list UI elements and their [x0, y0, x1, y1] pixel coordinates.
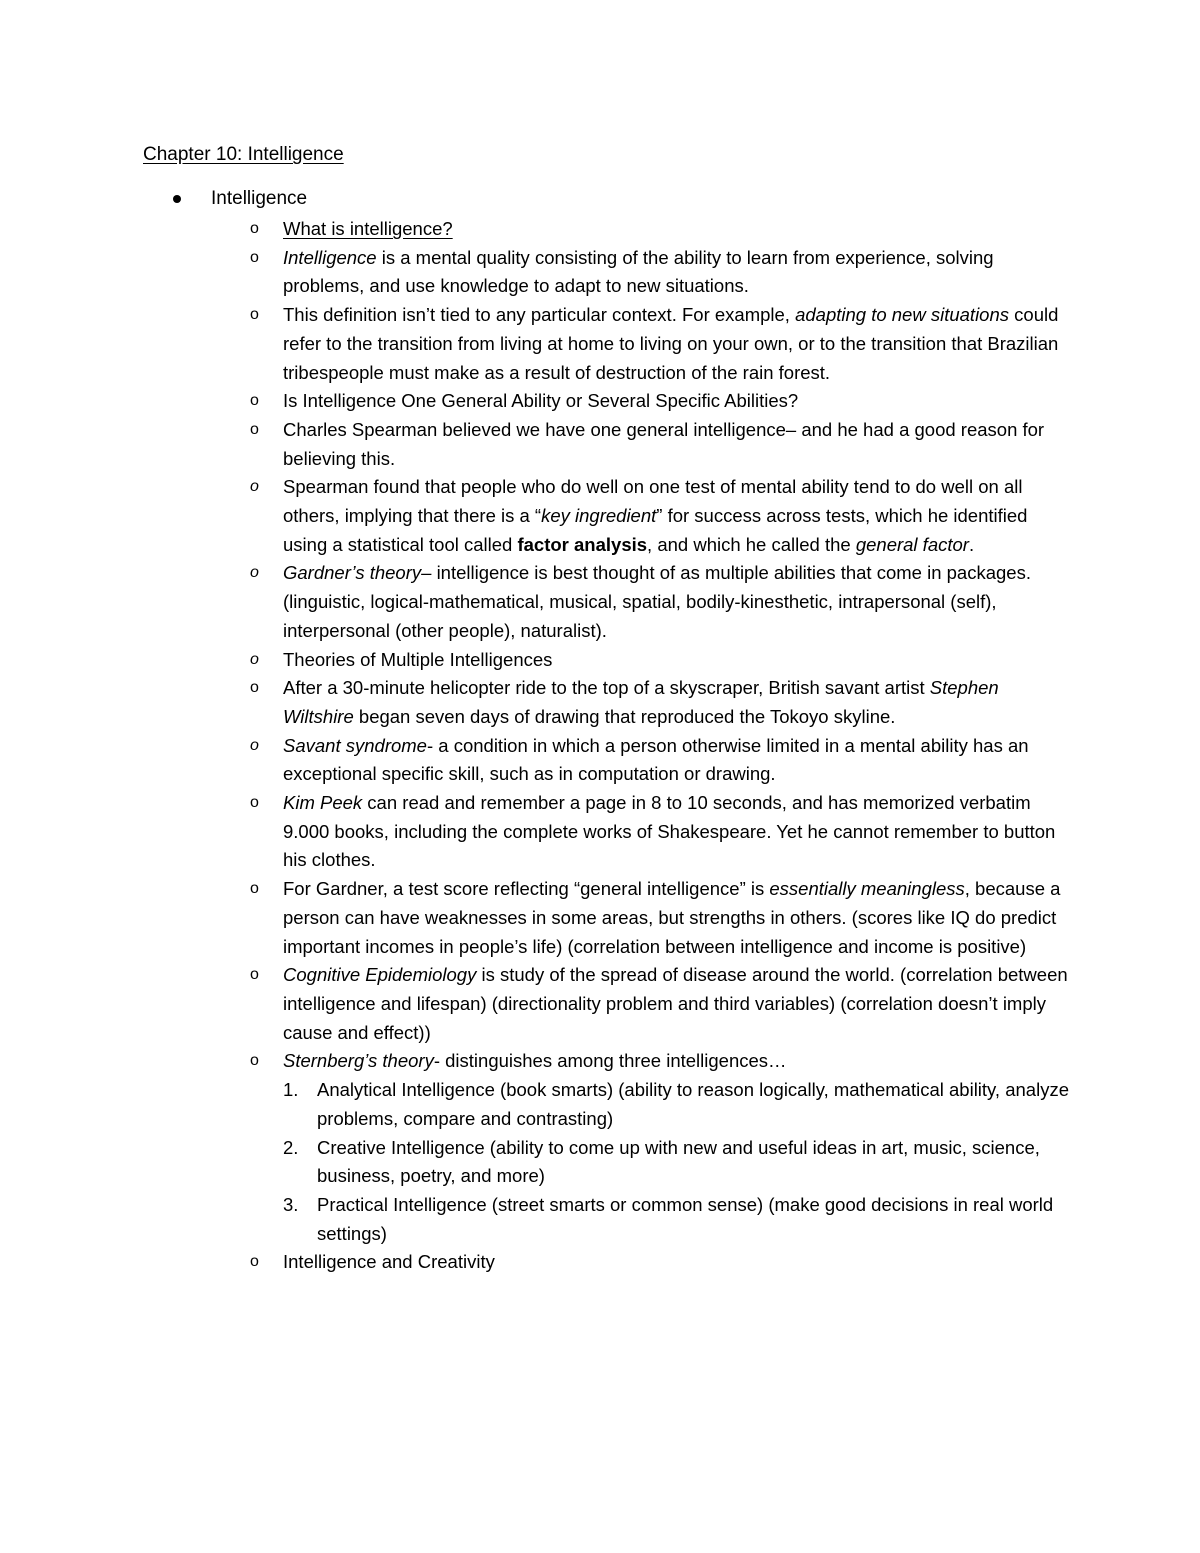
list-item: [250, 1248, 1070, 1277]
list-marker: o: [250, 679, 259, 697]
list-marker: o: [250, 794, 259, 812]
text-run: essentially meaningless: [769, 878, 965, 900]
text-run: general factor: [855, 533, 969, 555]
text-run: Stephen Wiltshire: [283, 677, 999, 727]
list-item: [250, 301, 1070, 387]
chapter-heading: Chapter 10: Intelligence: [143, 144, 344, 165]
text-run: - a condition in which a person otherwise limited in a mental ability has an exceptional specific skill, such as in computation or drawing.: [283, 734, 1029, 785]
text-run: Kim Peek: [283, 792, 363, 814]
text-run: key ingredient: [541, 505, 657, 527]
list-item: [250, 244, 1070, 301]
item-text: Creative Intelligence (ability to come up with new and useful ideas in art, music, science, business, poetry, and more): [317, 1136, 1040, 1187]
list-marker: o: [250, 564, 259, 582]
item-text: Practical Intelligence (street smarts or common sense) (make good decisions in real world settings): [317, 1193, 1054, 1244]
list-item: [250, 1047, 1070, 1248]
text-run: , because a person can have weaknesses in some areas, but strengths in others. (scores like IQ do predict important incomes in people’s life) (correlation between intelligence and income is positive): [283, 878, 1061, 957]
list-item: [250, 215, 1070, 244]
list-item: [250, 732, 1070, 789]
text-run: This definition isn’t tied to any particular context. For example,: [283, 304, 796, 326]
text-run: adapting to new situations: [795, 304, 1010, 326]
text-run: – intelligence is best thought of as multiple abilities that come in packages. (linguistic, logical-mathematical, musical, spatial, bodily-kinesthetic, intrapersonal (self), interpersonal (other people), naturalist).: [283, 562, 1031, 641]
list-marker: o: [250, 966, 259, 984]
text-run: is study of the spread of disease around the world. (correlation between intelligence and lifespan) (directionality problem and third variables) (correlation doesn’t imply cause and effect)): [283, 964, 1068, 1043]
text-run: factor analysis: [517, 533, 648, 555]
text-run: Theories of Multiple Intelligences: [283, 648, 553, 670]
text-run: After a 30-minute helicopter ride to the top of a skyscraper, British savant artist: [283, 677, 930, 699]
text-run: Gardner’s theory: [283, 562, 422, 584]
list-marker: o: [250, 478, 259, 496]
bullet-icon: [173, 195, 181, 203]
text-run: can read and remember a page in 8 to 10 seconds, and has memorized verbatim 9.000 books, including the complete works of Shakespeare. Yet he cannot remember to button his clothes.: [283, 792, 1056, 871]
text-run: Charles Spearman believed we have one general intelligence– and he had a good reason for believing this.: [283, 418, 1045, 469]
list-item: [250, 646, 1070, 675]
list-marker: o: [250, 220, 259, 237]
list-marker: o: [250, 306, 259, 324]
list-item: [250, 473, 1070, 559]
text-run: What is intelligence?: [283, 218, 453, 239]
text-run: ” for success across tests, which he identified using a statistical tool called: [283, 505, 1028, 555]
text-run: Sternberg’s theory: [283, 1050, 434, 1072]
list-item: [250, 875, 1070, 961]
text-run: .: [968, 533, 975, 555]
list-marker: o: [250, 420, 259, 438]
text-run: Intelligence: [283, 246, 377, 268]
list-item: [250, 674, 1070, 731]
text-run: Spearman found that people who do well on one test of mental ability tend to do well on all others, implying that there is a “: [283, 476, 1023, 527]
text-run: could refer to the transition from living at home to living on your own, or to the transition that Brazilian tribespeople must make as a result of destruction of the rain forest.: [283, 304, 1059, 383]
item-number: 1.: [283, 1079, 299, 1101]
top-bullet-text: Intelligence: [211, 188, 308, 209]
list-marker: o: [250, 248, 259, 266]
numbered-item: [283, 1191, 1070, 1248]
text-run: is a mental quality consisting of the ability to learn from experience, solving problems, and use knowledge to adapt to new situations.: [283, 246, 994, 297]
list-marker: o: [250, 392, 259, 410]
list-item: [250, 789, 1070, 875]
list-item: [250, 416, 1070, 473]
list-marker: o: [250, 1253, 259, 1271]
text-run: Savant syndrome: [283, 734, 427, 756]
item-text: Analytical Intelligence (book smarts) (ability to reason logically, mathematical ability, analyze problems, compare and contrasting): [317, 1079, 1069, 1129]
list-marker: o: [250, 736, 259, 754]
list-item: [250, 387, 1070, 416]
item-number: 3.: [283, 1193, 299, 1215]
numbered-item: [283, 1134, 1070, 1191]
list-marker: o: [250, 1052, 259, 1070]
numbered-item: [283, 1076, 1070, 1133]
text-run: Is Intelligence One General Ability or Several Specific Abilities?: [283, 390, 799, 412]
notes-list: [250, 215, 1070, 1277]
text-run: , and which he called the: [647, 533, 856, 555]
numbered-list: [283, 1076, 1070, 1248]
text-run: began seven days of drawing that reproduced the Tokoyo skyline.: [353, 705, 896, 727]
list-item: [250, 559, 1070, 645]
text-run: - distinguishes among three intelligences…: [433, 1050, 787, 1072]
text-run: For Gardner, a test score reflecting “general intelligence” is: [283, 878, 770, 900]
text-run: Intelligence and Creativity: [283, 1251, 495, 1273]
list-marker: o: [250, 650, 259, 668]
text-run: Cognitive Epidemiology: [283, 964, 477, 986]
list-marker: o: [250, 880, 259, 898]
list-item: [250, 961, 1070, 1047]
item-number: 2.: [283, 1136, 299, 1158]
